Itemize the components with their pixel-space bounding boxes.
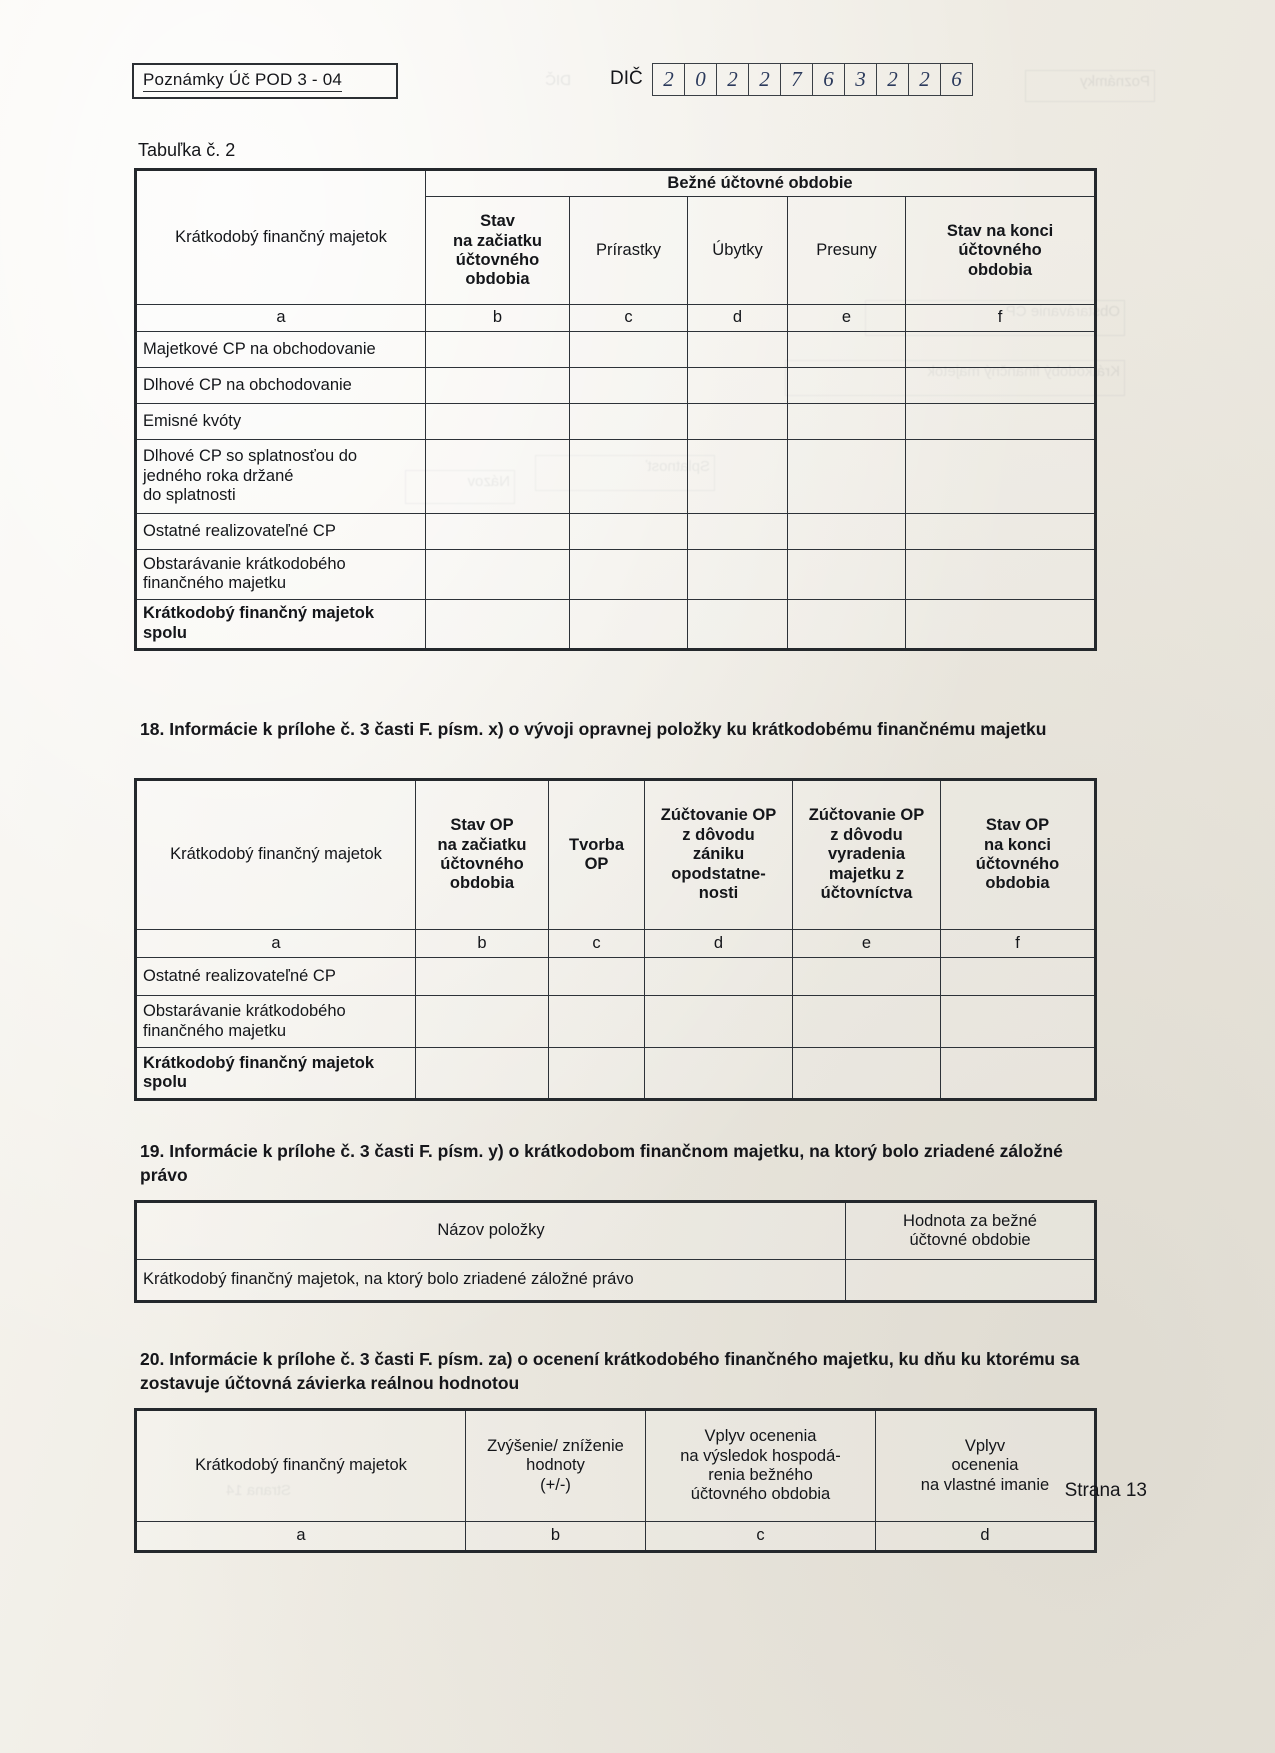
row-cell-e[interactable] — [788, 439, 906, 513]
col-letter: c — [646, 1522, 876, 1552]
col-header-end: Stav na konci účtovného obdobia — [906, 197, 1096, 305]
col-header-item-name: Názov položky — [136, 1202, 846, 1260]
row-cell-d[interactable] — [688, 513, 788, 549]
col-letter: b — [426, 305, 570, 331]
col-letter: b — [466, 1522, 646, 1552]
dic-digit: 7 — [781, 64, 813, 95]
table-row — [136, 549, 1096, 599]
col-letter: d — [645, 930, 793, 958]
table-row-letters — [136, 930, 1096, 958]
table-19 — [134, 1200, 1097, 1303]
col-header-op-disposal: Zúčtovanie OP z dôvodu vyradenia majetku z účtovníctva — [793, 780, 941, 930]
form-code-box — [132, 63, 398, 99]
row-cell-e[interactable] — [788, 367, 906, 403]
col-header-value: Hodnota za bežné účtovné obdobie — [846, 1202, 1096, 1260]
row-cell-c[interactable] — [570, 439, 688, 513]
row-label: Ostatné realizovateľné CP — [136, 513, 426, 549]
row-label: Majetkové CP na obchodovanie — [136, 331, 426, 367]
row-cell-f[interactable] — [906, 513, 1096, 549]
row-cell-b[interactable] — [426, 439, 570, 513]
col-letter: e — [788, 305, 906, 331]
row-label: Obstarávanie krátkodobého finančného majetku — [136, 549, 426, 599]
row-cell-b[interactable] — [426, 331, 570, 367]
row-cell-d[interactable] — [688, 403, 788, 439]
row-cell-f[interactable] — [906, 367, 1096, 403]
dic-digit: 3 — [845, 64, 877, 95]
row-cell-b[interactable] — [426, 367, 570, 403]
col-header-asset: Krátkodobý finančný majetok — [136, 1410, 466, 1522]
table2-caption: Tabuľka č. 2 — [138, 140, 236, 160]
col-header-value-change: Zvýšenie/ zníženie hodnoty (+/-) — [466, 1410, 646, 1522]
table-row — [136, 1260, 1096, 1302]
table-row — [136, 439, 1096, 513]
col-header-op-end: Stav OP na konci účtovného obdobia — [941, 780, 1096, 930]
row-cell-e[interactable] — [788, 549, 906, 599]
row-cell-c[interactable] — [570, 331, 688, 367]
table-row-letters — [136, 1522, 1096, 1552]
section-18-heading — [140, 718, 1100, 742]
dic-digit: 2 — [909, 64, 941, 95]
col-header-disposals: Úbytky — [688, 197, 788, 305]
col-header-op-creation: Tvorba OP — [549, 780, 645, 930]
row-cell-b[interactable] — [426, 403, 570, 439]
col-letter: c — [570, 305, 688, 331]
row-cell-f[interactable] — [906, 549, 1096, 599]
row-label: Ostatné realizovateľné CP — [136, 958, 416, 996]
col-header-transfers: Presuny — [788, 197, 906, 305]
row-cell-f[interactable] — [941, 958, 1096, 996]
col-header-effect-equity: Vplyv ocenenia na vlastné imanie — [876, 1410, 1096, 1522]
section-19-heading — [140, 1140, 1105, 1187]
col-header-asset: Krátkodobý finančný majetok — [136, 170, 426, 305]
section-18-text: Informácie k prílohe č. 3 časti F. písm. x) o vývoji opravnej položky ku krátkodobému finančnému majetku — [169, 719, 1047, 739]
section-20-number: 20. — [140, 1349, 165, 1369]
row-cell-c[interactable] — [570, 367, 688, 403]
table-row-letters — [136, 305, 1096, 331]
dic-field[interactable] — [652, 63, 973, 96]
table-row-total — [136, 599, 1096, 649]
row-cell-d[interactable] — [645, 996, 793, 1048]
row-cell-e[interactable] — [793, 996, 941, 1048]
row-cell-d[interactable] — [688, 439, 788, 513]
row-cell-e[interactable] — [788, 513, 906, 549]
table-row-group-header — [136, 170, 1096, 197]
col-letter: d — [688, 305, 788, 331]
col-letter: a — [136, 930, 416, 958]
table-row — [136, 958, 1096, 996]
table-row-column-headers — [136, 780, 1096, 930]
col-letter: b — [416, 930, 549, 958]
table-row — [136, 513, 1096, 549]
row-cell-f[interactable] — [906, 599, 1096, 649]
dic-digit: 6 — [951, 67, 962, 91]
section-20-text: Informácie k prílohe č. 3 časti F. písm. za) o ocenení krátkodobého finančného majetku, ku dňu ku ktorému sa zostavuje účtovná závierka reálnou hodnotou — [140, 1349, 1080, 1393]
col-header-group: Bežné účtovné obdobie — [426, 170, 1096, 197]
col-header-effect-profit: Vplyv ocenenia na výsledok hospodá- renia bežného účtovného obdobia — [646, 1410, 876, 1522]
dic-digit: 6 — [813, 64, 845, 95]
table-row — [136, 403, 1096, 439]
row-cell-c[interactable] — [570, 513, 688, 549]
row-cell-b[interactable] — [416, 1048, 549, 1100]
form-code-label: Poznámky Úč POD 3 - 04 — [143, 70, 342, 92]
row-label: Dlhové CP na obchodovanie — [136, 367, 426, 403]
table-row — [136, 996, 1096, 1048]
dic-digit: 2 — [653, 64, 685, 95]
dic-digit: 2 — [877, 64, 909, 95]
row-label: Dlhové CP so splatnosťou do jedného roka držané do splatnosti — [136, 439, 426, 513]
row-cell-c[interactable] — [570, 549, 688, 599]
row-cell-f[interactable] — [906, 331, 1096, 367]
row-cell-b[interactable] — [426, 549, 570, 599]
row-label: Krátkodobý finančný majetok, na ktorý bolo zriadené záložné právo — [136, 1260, 846, 1302]
row-label: Krátkodobý finančný majetok spolu — [136, 1048, 416, 1100]
row-cell-value[interactable] — [846, 1260, 1096, 1302]
row-label: Emisné kvóty — [136, 403, 426, 439]
table-2 — [134, 168, 1097, 651]
table-row — [136, 331, 1096, 367]
col-letter: c — [549, 930, 645, 958]
row-cell-d[interactable] — [645, 958, 793, 996]
col-letter: f — [941, 930, 1096, 958]
table-row-total — [136, 1048, 1096, 1100]
row-cell-b[interactable] — [416, 958, 549, 996]
row-label: Krátkodobý finančný majetok spolu — [136, 599, 426, 649]
row-cell-f[interactable] — [906, 439, 1096, 513]
dic-digit: 0 — [685, 64, 717, 95]
table-row — [136, 367, 1096, 403]
row-cell-b[interactable] — [426, 599, 570, 649]
row-cell-d[interactable] — [688, 331, 788, 367]
row-cell-e[interactable] — [793, 958, 941, 996]
row-cell-e[interactable] — [788, 599, 906, 649]
row-cell-d[interactable] — [688, 549, 788, 599]
col-header-op-start: Stav OP na začiatku účtovného obdobia — [416, 780, 549, 930]
row-cell-f[interactable] — [906, 403, 1096, 439]
dic-digit: 2 — [749, 64, 781, 95]
col-header-asset: Krátkodobý finančný majetok — [136, 780, 416, 930]
row-cell-d[interactable] — [645, 1048, 793, 1100]
table-20 — [134, 1408, 1097, 1553]
row-label: Obstarávanie krátkodobého finančného majetku — [136, 996, 416, 1048]
dic-label: DIČ — [610, 68, 643, 89]
col-letter: e — [793, 930, 941, 958]
col-letter: a — [136, 1522, 466, 1552]
section-19-number: 19. — [140, 1141, 165, 1161]
col-header-additions: Prírastky — [570, 197, 688, 305]
table-18 — [134, 778, 1097, 1101]
row-cell-e[interactable] — [788, 403, 906, 439]
table-row-column-headers — [136, 1202, 1096, 1260]
row-cell-c[interactable] — [549, 996, 645, 1048]
row-cell-c[interactable] — [549, 958, 645, 996]
row-cell-d[interactable] — [688, 599, 788, 649]
row-cell-b[interactable] — [426, 513, 570, 549]
table-row-column-headers — [136, 1410, 1096, 1522]
page-number: Strana 13 — [1064, 1480, 1147, 1501]
col-letter: a — [136, 305, 426, 331]
col-header-op-release: Zúčtovanie OP z dôvodu zániku opodstatne- nosti — [645, 780, 793, 930]
row-cell-f[interactable] — [941, 996, 1096, 1048]
row-cell-c[interactable] — [549, 1048, 645, 1100]
row-cell-e[interactable] — [788, 331, 906, 367]
row-cell-f[interactable] — [941, 1048, 1096, 1100]
document-header — [132, 63, 1142, 103]
section-19-text: Informácie k prílohe č. 3 časti F. písm. y) o krátkodobom finančnom majetku, na ktorý bolo zriadené záložné právo — [140, 1141, 1063, 1185]
row-cell-d[interactable] — [688, 367, 788, 403]
row-cell-b[interactable] — [416, 996, 549, 1048]
section-18-number: 18. — [140, 719, 165, 739]
col-header-start: Stav na začiatku účtovného obdobia — [426, 197, 570, 305]
col-letter: d — [876, 1522, 1096, 1552]
section-20-heading — [140, 1348, 1110, 1395]
row-cell-c[interactable] — [570, 599, 688, 649]
dic-digit: 2 — [717, 64, 749, 95]
row-cell-e[interactable] — [793, 1048, 941, 1100]
col-letter: f — [906, 305, 1096, 331]
row-cell-c[interactable] — [570, 403, 688, 439]
